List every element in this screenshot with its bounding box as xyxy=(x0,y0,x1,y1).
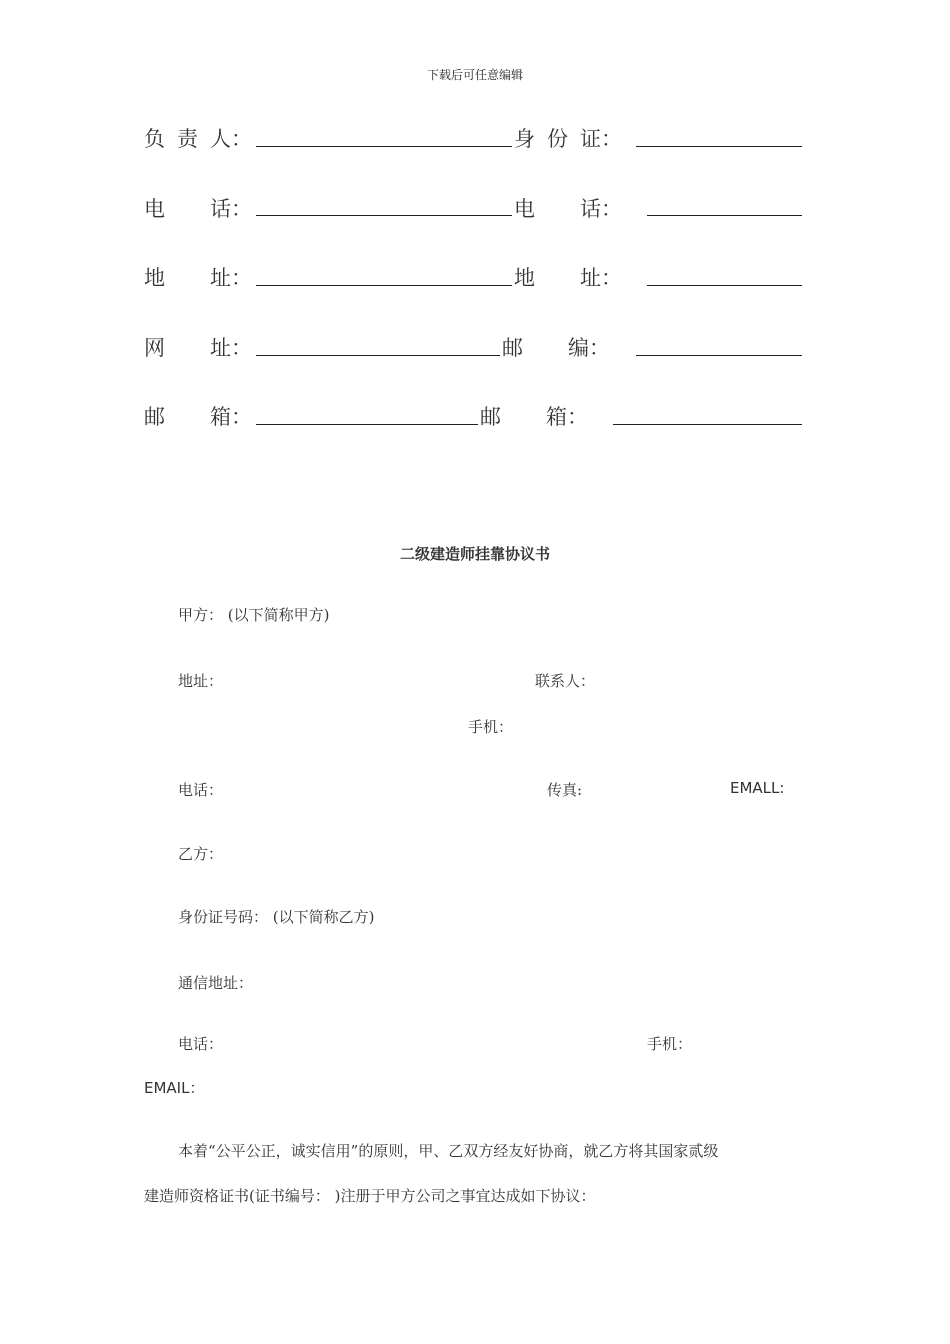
party-a-email-label: EMALL: xyxy=(730,779,785,797)
sig-left-label: 电 话： xyxy=(144,197,252,221)
sig-left-label: 负 责 人： xyxy=(144,127,252,151)
party-b-address-label: 通信地址： xyxy=(178,974,254,992)
party-b-email-label: EMAIL： xyxy=(144,1079,205,1097)
sig-right-label: 邮 箱： xyxy=(480,405,588,429)
party-b-line: 乙方： xyxy=(178,845,224,863)
sig-left-label: 地 址： xyxy=(144,266,252,290)
party-a-contact-label: 联系人： xyxy=(535,672,596,690)
sig-blank-line[interactable] xyxy=(613,424,802,425)
sig-left-label: 邮 箱： xyxy=(144,405,252,429)
header-note: 下载后可任意编辑 xyxy=(426,68,523,82)
sig-blank-line[interactable] xyxy=(647,215,802,216)
sig-right-label: 身 份 证： xyxy=(514,127,622,151)
party-b-id-line: 身份证号码： (以下简称乙方) xyxy=(178,908,375,926)
sig-right-label: 地 址： xyxy=(514,266,622,290)
party-b-phone-label: 电话： xyxy=(178,1035,224,1053)
sig-blank-line[interactable] xyxy=(256,285,512,286)
sig-blank-line[interactable] xyxy=(636,146,802,147)
party-a-fax-label: 传真: xyxy=(547,781,583,799)
preamble-line-1: 本着“公平公正，诚实信用”的原则，甲、乙双方经友好协商，就乙方将其国家贰级 xyxy=(178,1142,719,1160)
sig-blank-line[interactable] xyxy=(647,285,802,286)
sig-right-label: 邮 编： xyxy=(502,336,610,360)
party-b-mobile-label: 手机： xyxy=(647,1035,693,1053)
party-a-mobile-label: 手机： xyxy=(468,718,514,736)
preamble-line-2: 建造师资格证书(证书编号： )注册于甲方公司之事宜达成如下协议： xyxy=(144,1187,596,1205)
party-a-address-label: 地址： xyxy=(178,672,224,690)
party-a-phone-label: 电话： xyxy=(178,781,224,799)
sig-right-label: 电 话： xyxy=(514,197,622,221)
sig-blank-line[interactable] xyxy=(256,355,500,356)
document-title: 二级建造师挂靠协议书 xyxy=(399,545,550,563)
sig-blank-line[interactable] xyxy=(256,146,512,147)
sig-blank-line[interactable] xyxy=(256,215,512,216)
party-a-line: 甲方： (以下简称甲方) xyxy=(178,606,330,624)
sig-blank-line[interactable] xyxy=(636,355,802,356)
sig-blank-line[interactable] xyxy=(256,424,478,425)
sig-left-label: 网 址： xyxy=(144,336,252,360)
